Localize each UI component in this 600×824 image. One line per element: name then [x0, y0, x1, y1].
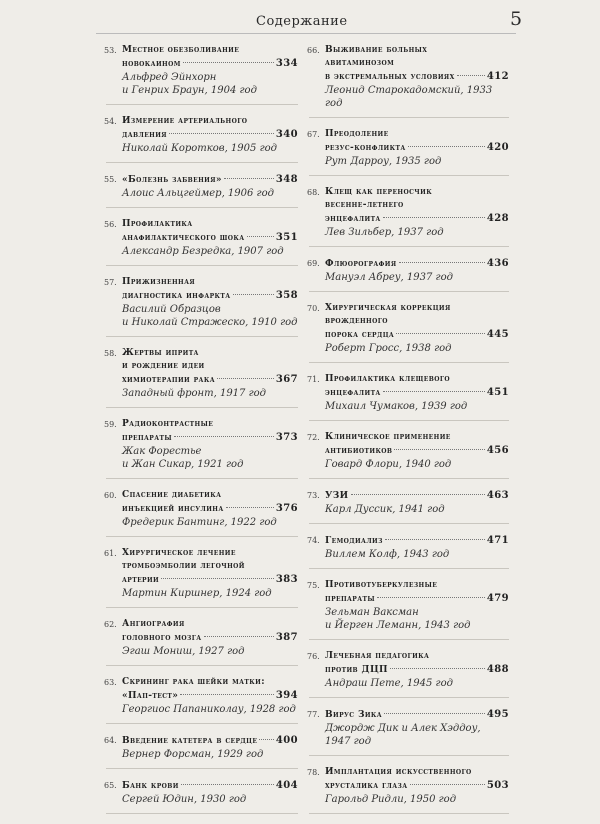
- entry-author: Говард Флори, 1940 год: [325, 459, 452, 470]
- entry-title-line: Преодоление: [325, 129, 389, 139]
- dot-leader: [169, 133, 274, 134]
- entry-page-number: 394: [275, 690, 298, 701]
- entry-number: 65.: [104, 781, 117, 790]
- entry-number: 77.: [307, 710, 320, 719]
- toc-entry[interactable]: [106, 547, 298, 608]
- dot-leader: [351, 494, 485, 495]
- toc-entry[interactable]: [106, 489, 298, 537]
- entry-title-line: Лечебная педагогика: [325, 651, 430, 661]
- entry-title-line: Выживание больных: [325, 45, 428, 55]
- entry-number: 54.: [104, 117, 117, 126]
- toc-entry[interactable]: [106, 276, 298, 337]
- entry-title-line: Хирургическая коррекция: [325, 303, 451, 313]
- entry-title-line: Скрининг рака шейки матки:: [122, 677, 265, 687]
- entry-title-line: Имплантация искусственного: [325, 767, 472, 777]
- entry-author: Виллем Колф, 1943 год: [325, 549, 450, 560]
- dot-leader: [204, 636, 274, 637]
- entry-title-line: препараты: [325, 594, 375, 604]
- entry-author: Альфред Эйнхорн: [122, 72, 217, 83]
- dot-leader: [390, 668, 485, 669]
- entry-author: Михаил Чумаков, 1939 год: [325, 401, 468, 412]
- dot-leader: [399, 262, 485, 263]
- entry-author: Зельман Ваксман: [325, 607, 419, 618]
- entry-page-number: 503: [486, 780, 509, 791]
- toc-entry[interactable]: [309, 489, 509, 524]
- entry-number: 76.: [307, 652, 320, 661]
- entry-page-number: 376: [275, 503, 298, 514]
- entry-title-line: Противотуберкулезные: [325, 580, 438, 590]
- toc-entry[interactable]: [309, 579, 509, 640]
- entry-author: Карл Дуссик, 1941 год: [325, 504, 445, 515]
- entry-number: 55.: [104, 175, 117, 184]
- entry-title-line: в экстремальных условиях: [325, 72, 455, 82]
- entry-author: и Жан Сикар, 1921 год: [122, 459, 244, 470]
- dot-leader: [226, 507, 274, 508]
- entry-page-number: 351: [275, 232, 298, 243]
- dot-leader: [224, 178, 274, 179]
- entry-number: 73.: [307, 491, 320, 500]
- entry-author: Андраш Пете, 1945 год: [325, 678, 453, 689]
- entry-number: 61.: [104, 549, 117, 558]
- entry-author: Роберт Гросс, 1938 год: [325, 343, 452, 354]
- entry-title-line: Профилактика: [122, 219, 193, 229]
- entry-page-number: 488: [486, 664, 509, 675]
- entry-number: 72.: [307, 433, 320, 442]
- entry-title-line: тромбоэмболии легочной: [122, 561, 245, 571]
- dot-leader: [259, 739, 274, 740]
- entry-title-line: и рождение идеи: [122, 361, 205, 371]
- entry-title-line: резус-конфликта: [325, 143, 406, 153]
- dot-leader: [457, 75, 485, 76]
- toc-entry[interactable]: [309, 128, 509, 176]
- entry-page-number: 451: [486, 387, 509, 398]
- entry-title-line: диагностика инфаркта: [122, 291, 231, 301]
- entry-page-number: 383: [275, 574, 298, 585]
- entry-page-number: 445: [486, 329, 509, 340]
- entry-page-number: 495: [486, 709, 509, 720]
- entry-title-line: препараты: [122, 433, 172, 443]
- entry-page-number: 436: [486, 258, 509, 269]
- entry-number: 66.: [307, 46, 320, 55]
- toc-entry[interactable]: [106, 115, 298, 163]
- entry-title-line: новокаином: [122, 59, 181, 69]
- entry-author: Георгиос Папаниколау, 1928 год: [122, 704, 296, 715]
- toc-entry[interactable]: [106, 173, 298, 208]
- entry-author: Джордж Дик и Алек Хэддоу,: [325, 723, 481, 734]
- toc-entry[interactable]: [309, 431, 509, 479]
- toc-entry[interactable]: [309, 650, 509, 698]
- entry-page-number: 367: [275, 374, 298, 385]
- toc-entry[interactable]: [106, 676, 298, 724]
- entry-title-line: «Пап-тест»: [122, 691, 179, 701]
- entry-title-line: Ангиография: [122, 619, 185, 629]
- entry-number: 69.: [307, 259, 320, 268]
- entry-number: 62.: [104, 620, 117, 629]
- entry-number: 64.: [104, 736, 117, 745]
- toc-entry[interactable]: [106, 44, 298, 105]
- entry-page-number: 358: [275, 290, 298, 301]
- toc-entry[interactable]: [309, 186, 509, 247]
- toc-entry[interactable]: [309, 534, 509, 569]
- entry-title-line: Прижизненная: [122, 277, 196, 287]
- entry-title-line: авитаминозом: [325, 58, 395, 68]
- header-divider: [96, 33, 516, 34]
- entry-number: 74.: [307, 536, 320, 545]
- toc-entry[interactable]: [106, 418, 298, 479]
- entry-number: 58.: [104, 349, 117, 358]
- entry-author: Рут Дарроу, 1935 год: [325, 156, 442, 167]
- entry-author: Леонид Старокадомский, 1933 год: [325, 85, 493, 109]
- entry-page-number: 456: [486, 445, 509, 456]
- dot-leader: [385, 539, 485, 540]
- entry-title-line: Банк крови: [122, 781, 179, 791]
- dot-leader: [410, 784, 485, 785]
- entry-number: 56.: [104, 220, 117, 229]
- toc-entry[interactable]: [106, 779, 298, 814]
- toc-column-left: [106, 44, 298, 824]
- entry-title-line: хрусталика глаза: [325, 781, 408, 791]
- entry-number: 75.: [307, 581, 320, 590]
- entry-author: и Николай Стражеско, 1910 год: [122, 317, 298, 328]
- toc-entry[interactable]: [309, 373, 509, 421]
- toc-entry[interactable]: [309, 766, 509, 814]
- dot-leader: [396, 333, 485, 334]
- toc-column-right: [309, 44, 509, 824]
- entry-title-line: «Болезнь забвения»: [122, 175, 222, 185]
- dot-leader: [183, 62, 274, 63]
- toc-entry[interactable]: [309, 302, 509, 363]
- entry-page-number: 373: [275, 432, 298, 443]
- entry-number: 59.: [104, 420, 117, 429]
- dot-leader: [408, 146, 485, 147]
- entry-page-number: 471: [486, 535, 509, 546]
- entry-title-line: врожденного: [325, 316, 388, 326]
- entry-title-line: энцефалита: [325, 214, 381, 224]
- entry-title-line: УЗИ: [325, 491, 349, 501]
- dot-leader: [247, 236, 274, 237]
- entry-title-line: Измерение артериального: [122, 116, 248, 126]
- entry-author: и Йерген Леманн, 1943 год: [325, 620, 471, 631]
- entry-title-line: Жертвы иприта: [122, 348, 199, 358]
- entry-title-line: Профилактика клещевого: [325, 374, 450, 384]
- entry-author: Эгаш Мониш, 1927 год: [122, 646, 245, 657]
- entry-number: 70.: [307, 304, 320, 313]
- page-number: 5: [510, 8, 523, 30]
- entry-title-line: Вирус Зика: [325, 710, 383, 720]
- toc-entry[interactable]: [106, 218, 298, 266]
- entry-author: Мануэл Абреу, 1937 год: [325, 272, 453, 283]
- entry-title-line: артерии: [122, 575, 160, 585]
- entry-title-line: анафилактического шока: [122, 233, 245, 243]
- entry-title-line: Клещ как переносчик: [325, 187, 433, 197]
- entry-title-line: против ДЦП: [325, 665, 388, 675]
- entry-number: 57.: [104, 278, 117, 287]
- entry-title-line: Флюорография: [325, 259, 397, 269]
- toc-entry[interactable]: [309, 44, 509, 118]
- entry-page-number: 400: [275, 735, 298, 746]
- entry-page-number: 404: [275, 780, 298, 791]
- entry-title-line: химиотерапии рака: [122, 375, 215, 385]
- entry-number: 67.: [307, 130, 320, 139]
- dot-leader: [383, 391, 485, 392]
- entry-title-line: энцефалита: [325, 388, 381, 398]
- entry-page-number: 340: [275, 129, 298, 140]
- entry-author: Жак Форестье: [122, 446, 202, 457]
- entry-title-line: Спасение диабетика: [122, 490, 222, 500]
- dot-leader: [174, 436, 274, 437]
- dot-leader: [161, 578, 274, 579]
- entry-author: Мартин Киршнер, 1924 год: [122, 588, 272, 599]
- entry-author: Сергей Юдин, 1930 год: [122, 794, 247, 805]
- entry-page-number: 479: [486, 593, 509, 604]
- entry-title-line: инъекцией инсулина: [122, 504, 224, 514]
- toc-entry[interactable]: [309, 708, 509, 756]
- entry-author: Фредерик Бантинг, 1922 год: [122, 517, 277, 528]
- entry-author: Алоис Альцгеймер, 1906 год: [122, 188, 274, 199]
- entry-title-line: Гемодиализ: [325, 536, 383, 546]
- entry-title-line: головного мозга: [122, 633, 202, 643]
- entry-page-number: 412: [486, 71, 509, 82]
- entry-title-line: Хирургическое лечение: [122, 548, 236, 558]
- entry-page-number: 334: [275, 58, 298, 69]
- entry-number: 63.: [104, 678, 117, 687]
- entry-title-line: Введение катетера в сердце: [122, 736, 258, 746]
- entry-page-number: 387: [275, 632, 298, 643]
- entry-number: 53.: [104, 46, 117, 55]
- entry-number: 60.: [104, 491, 117, 500]
- entry-author: Западный фронт, 1917 год: [122, 388, 266, 399]
- toc-entry[interactable]: [309, 257, 509, 292]
- entry-title-line: порока сердца: [325, 330, 395, 340]
- entry-number: 71.: [307, 375, 320, 384]
- dot-leader: [233, 294, 274, 295]
- dot-leader: [180, 694, 274, 695]
- entry-author: Николай Коротков, 1905 год: [122, 143, 277, 154]
- page-header-title: Содержание: [256, 14, 348, 29]
- entry-title-line: Клиническое применение: [325, 432, 451, 442]
- toc-entry[interactable]: [106, 618, 298, 666]
- entry-author: Гарольд Ридли, 1950 год: [325, 794, 457, 805]
- entry-number: 68.: [307, 188, 320, 197]
- entry-title-line: Местное обезболивание: [122, 45, 240, 55]
- entry-title-line: Радиоконтрастные: [122, 419, 214, 429]
- dot-leader: [181, 784, 274, 785]
- toc-entry[interactable]: [106, 347, 298, 408]
- dot-leader: [394, 449, 485, 450]
- entry-title-line: давления: [122, 130, 168, 140]
- entry-page-number: 348: [275, 174, 298, 185]
- entry-page-number: 428: [486, 213, 509, 224]
- entry-author: Лев Зильбер, 1937 год: [325, 227, 444, 238]
- entry-author: Василий Образцов: [122, 304, 221, 315]
- dot-leader: [217, 378, 274, 379]
- entry-title-line: антибиотиков: [325, 446, 393, 456]
- entry-author: Александр Безредка, 1907 год: [122, 246, 284, 257]
- entry-page-number: 463: [486, 490, 509, 501]
- dot-leader: [384, 713, 485, 714]
- toc-entry[interactable]: [106, 734, 298, 769]
- dot-leader: [377, 597, 485, 598]
- entry-number: 78.: [307, 768, 320, 777]
- entry-author: 1947 год: [325, 736, 372, 747]
- entry-page-number: 420: [486, 142, 509, 153]
- entry-author: и Генрих Браун, 1904 год: [122, 85, 257, 96]
- entry-title-line: весенне-летнего: [325, 200, 404, 210]
- dot-leader: [383, 217, 485, 218]
- entry-author: Вернер Форсман, 1929 год: [122, 749, 264, 760]
